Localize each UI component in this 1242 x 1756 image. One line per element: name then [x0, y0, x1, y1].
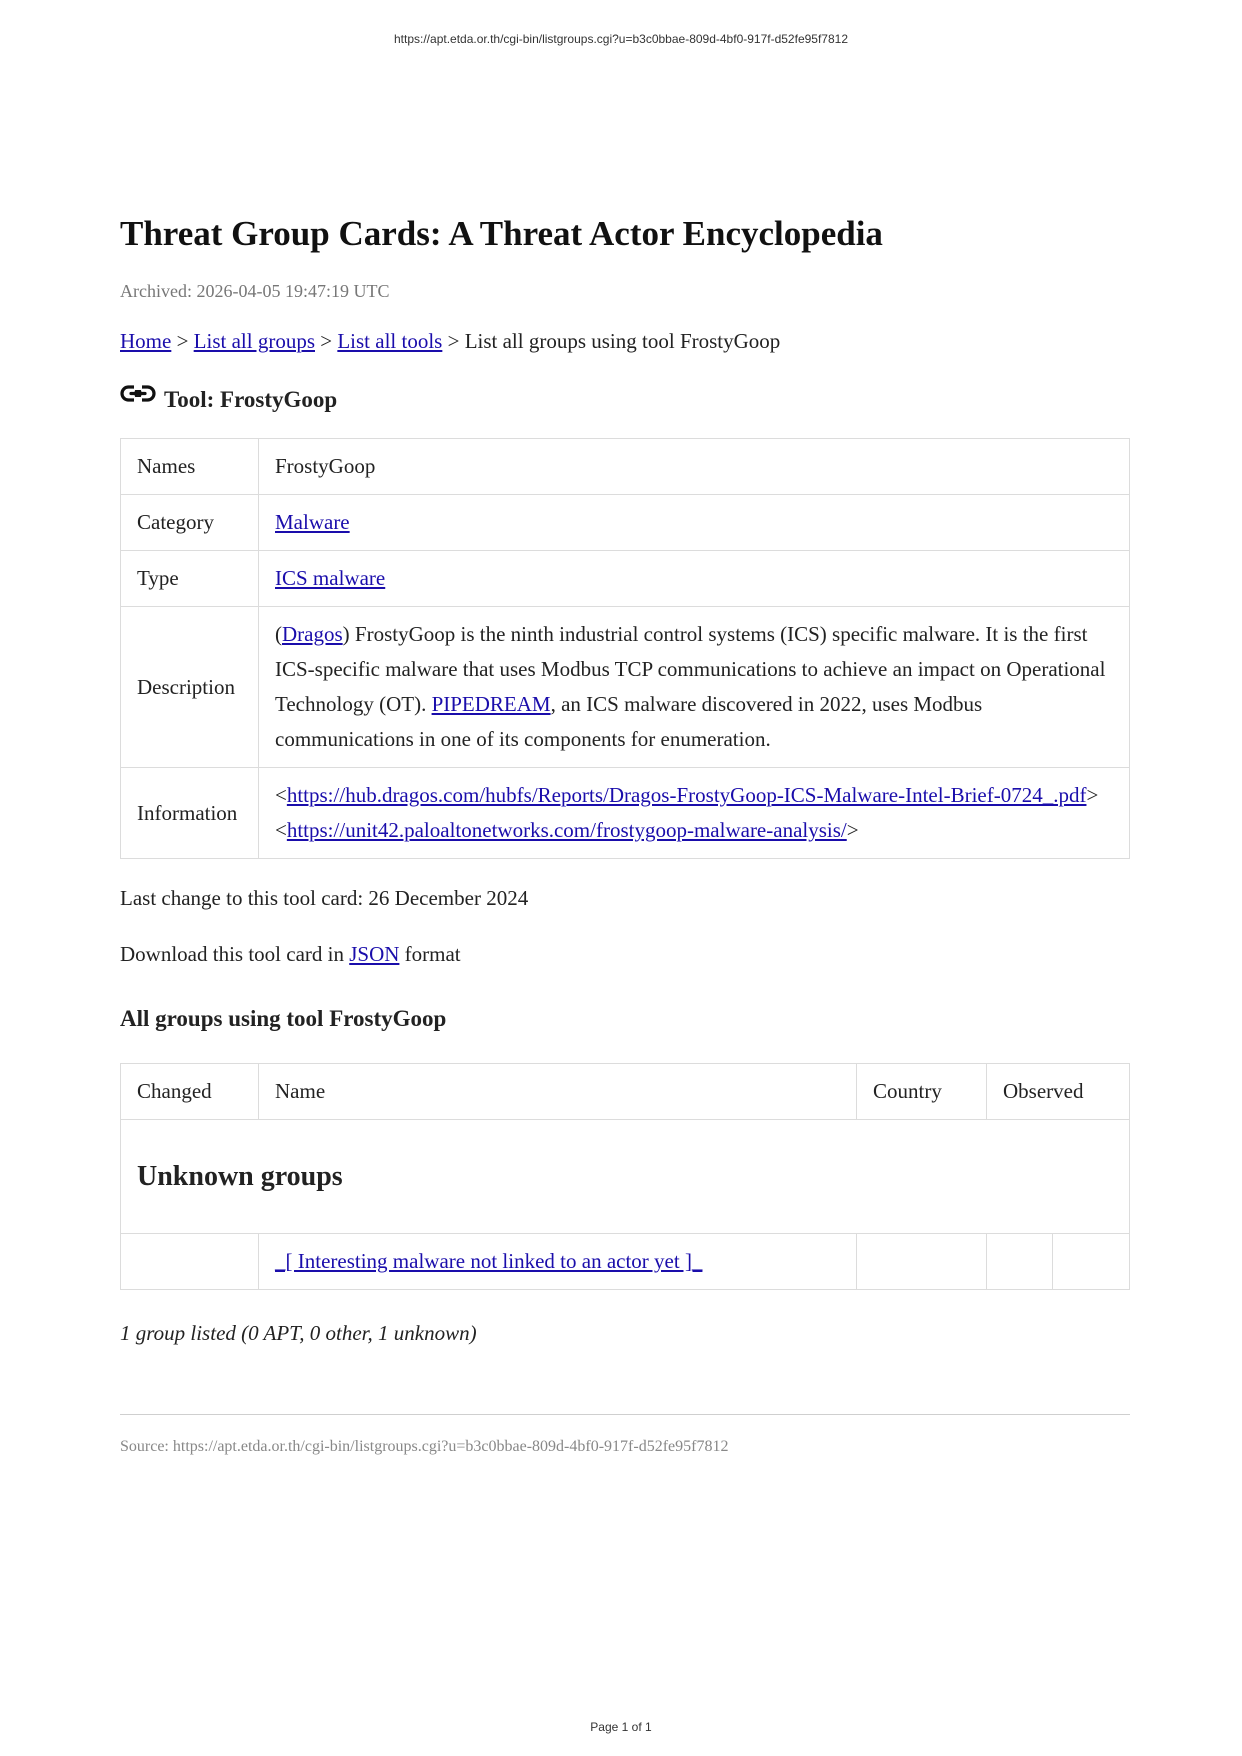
- dragos-source-link[interactable]: Dragos: [282, 622, 343, 646]
- source-url: Source: https://apt.etda.or.th/cgi-bin/listgroups.cgi?u=b3c0bbae-809d-4bf0-917f-d52fe95f7812: [120, 1438, 729, 1455]
- column-header-changed: Changed: [121, 1064, 259, 1120]
- information-cell: [259, 768, 1130, 859]
- unit42-report-link[interactable]: https://unit42.paloaltonetworks.com/frostygoop-malware-analysis/: [286, 818, 847, 842]
- table-row: [121, 1234, 1130, 1290]
- breadcrumb-separator: >: [176, 329, 189, 353]
- dragos-report-link[interactable]: https://hub.dragos.com/hubfs/Reports/Dragos-FrostyGoop-ICS-Malware-Intel-Brief-0724_.pdf: [286, 783, 1087, 807]
- tool-card-table: [120, 438, 1130, 859]
- page-number: Page 1 of 1: [590, 1720, 652, 1734]
- groups-table: [120, 1063, 1130, 1290]
- description-open-paren: (: [275, 622, 282, 646]
- description-cell: [259, 607, 1130, 768]
- names-label: Names: [121, 439, 259, 495]
- angle-close: >: [1086, 783, 1099, 807]
- category-label: Category: [121, 495, 259, 551]
- information-link-line: [275, 778, 1113, 813]
- category-row: [121, 495, 1130, 551]
- groups-summary: 1 group listed (0 APT, 0 other, 1 unknown): [120, 1321, 477, 1345]
- type-row: [121, 551, 1130, 607]
- angle-open: <: [275, 783, 287, 807]
- category-cell: [259, 495, 1130, 551]
- print-header-url: https://apt.etda.or.th/cgi-bin/listgroups.cgi?u=b3c0bbae-809d-4bf0-917f-d52fe95f7812: [394, 32, 848, 46]
- description-text: , an ICS malware discovered in 2022, uses Modbus communications in one of its components for enumeration.: [275, 692, 983, 751]
- main-content: [120, 212, 1130, 1457]
- breadcrumb-separator: >: [320, 329, 333, 353]
- category-link[interactable]: Malware: [275, 510, 350, 534]
- column-header-observed: Observed: [987, 1064, 1130, 1120]
- type-label: Type: [121, 551, 259, 607]
- observed-cell: [1053, 1234, 1130, 1290]
- breadcrumb-home-link[interactable]: Home: [120, 329, 172, 353]
- breadcrumb-current: List all groups using tool FrostyGoop: [464, 329, 781, 353]
- tool-heading: [120, 386, 1130, 414]
- json-download-link[interactable]: JSON: [349, 942, 400, 966]
- download-suffix: format: [399, 942, 461, 966]
- description-label: Description: [121, 607, 259, 768]
- observed-cell: [987, 1234, 1053, 1290]
- angle-close: >: [846, 818, 859, 842]
- groups-heading: All groups using tool FrostyGoop: [120, 1006, 447, 1031]
- type-link[interactable]: ICS malware: [275, 566, 386, 590]
- description-text: ) FrostyGoop is the ninth industrial control systems (ICS) specific malware. It is the first ICS-specific malware that uses Modbus TCP communications to achieve an impact on Operational Technology (OT).: [275, 622, 1106, 716]
- download-prefix: Download this tool card in: [120, 942, 350, 966]
- page-title: Threat Group Cards: A Threat Actor Encyclopedia: [120, 214, 883, 253]
- groups-header-row: [121, 1064, 1130, 1120]
- download-line: [120, 941, 1130, 967]
- information-label: Information: [121, 768, 259, 859]
- column-header-name: Name: [259, 1064, 857, 1120]
- names-value: FrostyGoop: [259, 439, 1130, 495]
- pipedream-link[interactable]: PIPEDREAM: [431, 692, 551, 716]
- information-row: [121, 768, 1130, 859]
- description-row: [121, 607, 1130, 768]
- angle-open: <: [275, 818, 287, 842]
- last-change-text: Last change to this tool card: 26 December 2024: [120, 886, 529, 910]
- breadcrumb-list-tools-link[interactable]: List all tools: [337, 329, 443, 353]
- names-row: [121, 439, 1130, 495]
- type-cell: [259, 551, 1130, 607]
- section-unknown-groups: Unknown groups: [121, 1120, 1130, 1234]
- name-cell: [259, 1234, 857, 1290]
- information-link-line: [275, 813, 1113, 848]
- changed-cell: [121, 1234, 259, 1290]
- footer-divider: [120, 1414, 1130, 1415]
- breadcrumb-separator: >: [447, 329, 460, 353]
- tool-heading-text: Tool: FrostyGoop: [164, 387, 338, 412]
- group-link[interactable]: _[ Interesting malware not linked to an actor yet ]_: [275, 1249, 703, 1273]
- section-row: [121, 1120, 1130, 1234]
- country-cell: [857, 1234, 987, 1290]
- archived-timestamp: Archived: 2026-04-05 19:47:19 UTC: [120, 281, 390, 301]
- column-header-country: Country: [857, 1064, 987, 1120]
- breadcrumb: [120, 328, 1130, 354]
- link-icon: [120, 382, 156, 406]
- breadcrumb-list-groups-link[interactable]: List all groups: [193, 329, 315, 353]
